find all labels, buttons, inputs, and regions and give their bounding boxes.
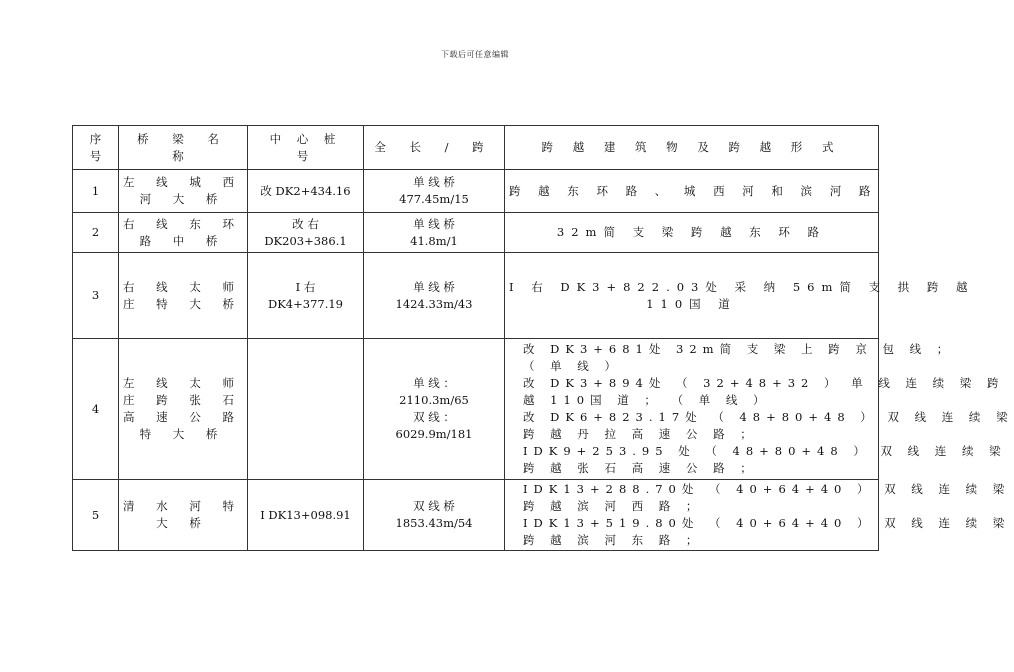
cell-name [119, 253, 248, 339]
cell-length-line: 单 线 桥 [413, 279, 455, 294]
cell-name [119, 170, 248, 213]
cell-length [364, 253, 505, 339]
table-row [73, 213, 879, 253]
header-name: 桥 梁 名 称 [119, 126, 248, 170]
cell-length-line: 6029.9m/181 [395, 427, 473, 441]
header-crossing: 跨 越 建 筑 物 及 跨 越 形 式 [505, 126, 879, 170]
cell-seq: 5 [73, 480, 119, 551]
cell-pile-line: DK203+386.1 [264, 233, 347, 248]
cell-pile [248, 339, 364, 480]
cell-pile [248, 170, 364, 213]
cell-name-line: 河 大 桥 [139, 192, 227, 206]
cell-pile [248, 213, 364, 253]
table-row [73, 170, 879, 213]
cell-pile-line: 改 右 [292, 216, 319, 231]
cell-name-line: 庄 特 大 桥 [123, 296, 243, 311]
cell-crossing-line: IDK13+288.70处 （ 40+64+40 ） 双 线 连 续 梁 [523, 482, 1011, 496]
header-pile-line-2: 号 [296, 148, 315, 163]
header-seq-line-1: 序 [89, 131, 102, 146]
bridge-table [72, 125, 1014, 551]
header-seq [73, 126, 119, 170]
page-header-note: 下载后可任意编辑 [441, 50, 509, 59]
cell-crossing-line: IDK9+253.95 处 （ 48+80+48 ） 双 线 连 续 梁 [523, 444, 1007, 458]
cell-crossing-line: I 右 DK3+822.03处 采 纳 56m简 支 拱 跨 越 [509, 279, 975, 294]
cell-length-line: 1424.33m/43 [395, 296, 473, 311]
cell-length-line: 双 线 ： [413, 410, 455, 424]
cell-pile [248, 253, 364, 339]
cell-crossing-line: 改 DK3+681处 32m简 支 梁 上 跨 京 包 线 ； [523, 342, 955, 356]
cell-length-line: 单 线 桥 [413, 175, 455, 189]
cell-name [119, 213, 248, 253]
cell-crossing-line: 110国 道 [646, 296, 737, 311]
cell-length [364, 339, 505, 480]
cell-crossing-line: 跨 越 张 石 高 速 公 路 ； [523, 461, 758, 475]
cell-name-line: 左 线 城 西 [123, 175, 243, 189]
cell-crossing [505, 213, 879, 253]
table-header-row [73, 126, 879, 170]
cell-name-line: 大 桥 [156, 516, 210, 530]
cell-crossing-line: 跨 越 滨 河 西 路 ； [523, 499, 704, 513]
cell-pile-line: I DK13+098.91 [260, 507, 351, 522]
cell-crossing [505, 480, 1011, 551]
cell-length [364, 213, 505, 253]
cell-length-line: 单 线 桥 [413, 216, 455, 231]
cell-name-line: 右 线 太 师 [123, 279, 243, 294]
cell-crossing-line: 越 110国 道 ； （ 单 线 ） [523, 393, 771, 407]
cell-name-line: 特 大 桥 [139, 427, 227, 441]
cell-crossing [505, 253, 975, 339]
cell-name-line: 清 水 河 特 [123, 499, 243, 513]
cell-name-line: 庄 跨 张 石 [123, 393, 243, 407]
cell-crossing [505, 170, 879, 213]
cell-crossing-line: （ 单 线 ） [523, 359, 622, 373]
cell-name [119, 339, 248, 480]
cell-name-line: 右 线 东 环 [123, 216, 243, 231]
header-pile-line-1: 中 心 桩 [269, 131, 342, 146]
cell-seq: 4 [73, 339, 119, 480]
cell-crossing-line: IDK13+519.80处 （ 40+64+40 ） 双 线 连 续 梁 [523, 516, 1011, 530]
cell-seq: 2 [73, 213, 119, 253]
table-row [73, 253, 879, 339]
cell-pile-line: I 右 [295, 279, 316, 294]
cell-length-line: 41.8m/1 [410, 233, 458, 248]
cell-length-line: 477.45m/15 [399, 192, 469, 206]
cell-length-line: 1853.43m/54 [395, 516, 473, 530]
cell-length [364, 170, 505, 213]
cell-pile-line: DK4+377.19 [267, 296, 343, 311]
cell-name [119, 480, 248, 551]
table-row [73, 339, 879, 480]
cell-length-line: 2110.3m/65 [399, 393, 469, 407]
cell-crossing-line: 跨 越 东 环 路 、 城 西 河 和 滨 河 路 [509, 183, 878, 198]
cell-crossing [505, 339, 1014, 480]
cell-seq: 1 [73, 170, 119, 213]
cell-length [364, 480, 505, 551]
cell-name-line: 路 中 桥 [139, 233, 227, 248]
header-length: 全 长 / 跨 [364, 126, 505, 170]
cell-crossing-line: 改 DK3+894处 （ 32+48+32 ） 单 线 连 续 梁 跨 [523, 376, 1005, 390]
table-row [73, 480, 879, 551]
cell-name-line: 高 速 公 路 [123, 410, 243, 424]
cell-pile-line: 改 DK2+434.16 [260, 183, 351, 198]
cell-length-line: 双 线 桥 [413, 499, 455, 513]
cell-crossing-line: 跨 越 丹 拉 高 速 公 路 ； [523, 427, 758, 441]
header-seq-line-2: 号 [89, 148, 102, 163]
header-pile [248, 126, 364, 170]
cell-length-line: 单 线 ： [413, 376, 455, 390]
cell-crossing-line: 32m简 支 梁 跨 越 东 环 路 [556, 225, 827, 239]
cell-crossing-line: 跨 越 滨 河 东 路 ； [523, 533, 704, 547]
cell-crossing-line: 改 DK6+823.17处 （ 48+80+48 ） 双 线 连 续 梁 [523, 410, 1014, 424]
cell-name-line: 左 线 太 师 [123, 376, 243, 390]
cell-seq: 3 [73, 253, 119, 339]
cell-pile [248, 480, 364, 551]
